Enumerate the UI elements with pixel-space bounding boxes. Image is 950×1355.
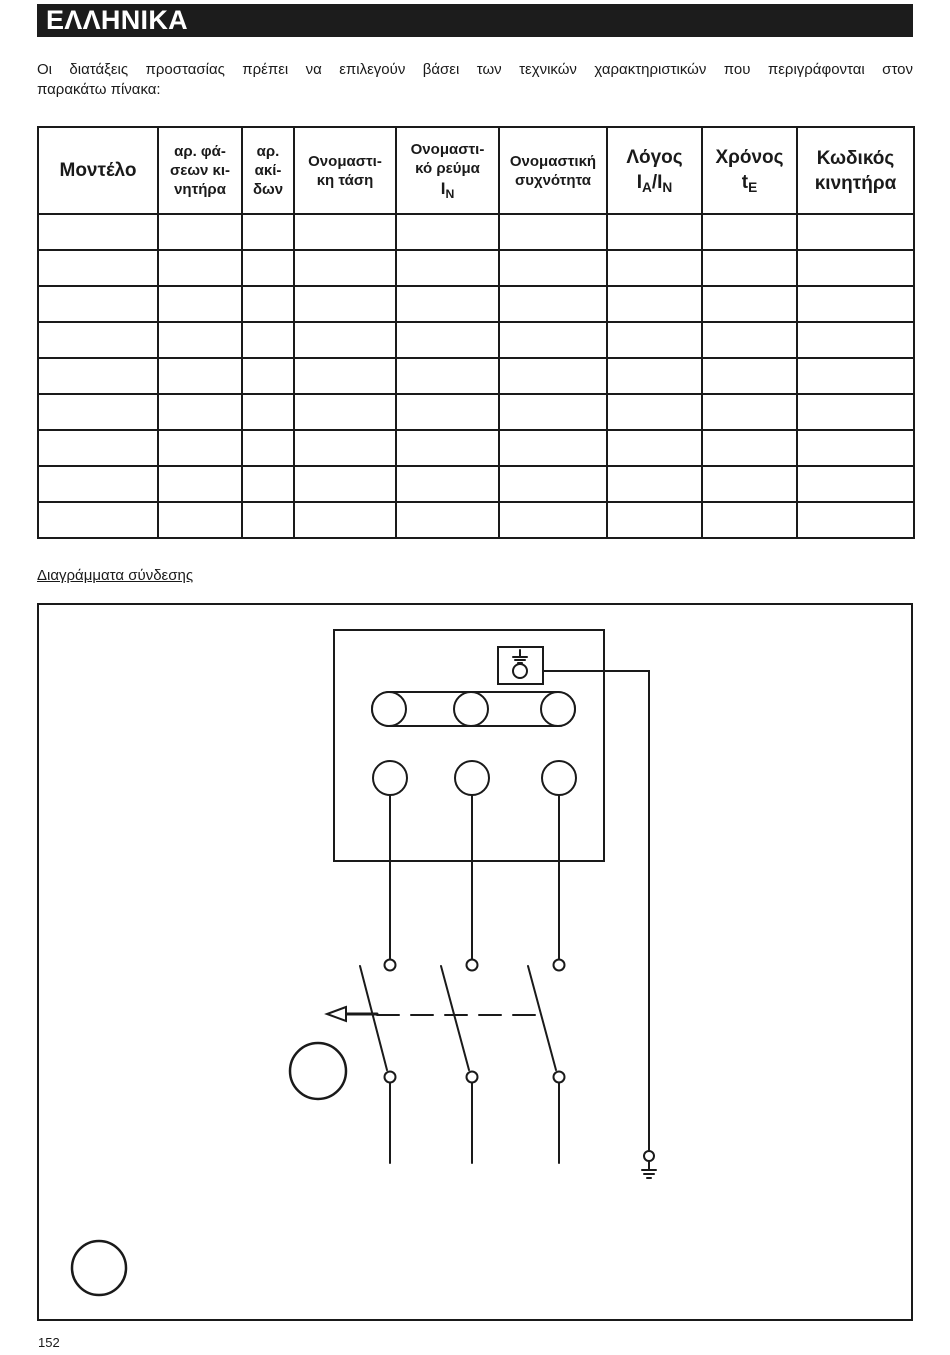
table-cell[interactable]: [38, 502, 158, 538]
symbol-base: I: [440, 179, 446, 198]
language-title: ΕΛΛΗΝΙΚΑ: [46, 5, 188, 35]
col-header-model: [38, 127, 158, 214]
table-cell[interactable]: [158, 250, 242, 286]
table-row: [38, 358, 914, 394]
table-cell[interactable]: [242, 250, 294, 286]
table-cell[interactable]: [294, 466, 396, 502]
table-cell[interactable]: [158, 394, 242, 430]
col-header-pins: [242, 127, 294, 214]
table-cell[interactable]: [396, 250, 499, 286]
table-cell[interactable]: [797, 394, 914, 430]
switch-lower-contact: [554, 1072, 565, 1083]
symbol-base: I: [657, 172, 663, 193]
table-cell[interactable]: [158, 358, 242, 394]
table-cell[interactable]: [242, 286, 294, 322]
protection-spec-table: [37, 126, 915, 539]
table-cell[interactable]: [242, 394, 294, 430]
table-cell[interactable]: [158, 466, 242, 502]
lower-terminal: [455, 761, 489, 795]
connection-diagram-box: [37, 603, 913, 1321]
symbol-base: I: [636, 172, 642, 193]
table-cell[interactable]: [499, 394, 607, 430]
table-cell[interactable]: [242, 358, 294, 394]
table-cell[interactable]: [38, 466, 158, 502]
page-number: 152: [38, 1335, 60, 1350]
table-cell[interactable]: [797, 286, 914, 322]
intro-line-2: παρακάτω πίνακα:: [37, 81, 161, 98]
switch-upper-contact: [385, 960, 396, 971]
symbol-subscript: N: [445, 187, 455, 201]
table-cell[interactable]: [797, 502, 914, 538]
header-line: αρ.: [256, 143, 280, 160]
table-cell[interactable]: [607, 430, 702, 466]
upper-terminal: [454, 692, 488, 726]
table-cell[interactable]: [797, 466, 914, 502]
table-cell[interactable]: [242, 502, 294, 538]
table-cell[interactable]: [294, 430, 396, 466]
table-cell[interactable]: [242, 430, 294, 466]
table-cell[interactable]: [158, 322, 242, 358]
table-row: [38, 430, 914, 466]
header-line: κό ρεύμα: [415, 160, 480, 177]
table-cell[interactable]: [38, 286, 158, 322]
table-cell[interactable]: [396, 214, 499, 250]
table-cell[interactable]: [607, 286, 702, 322]
header-line: Ονομαστική: [509, 152, 597, 170]
col-header-rated-voltage: [294, 127, 396, 214]
earth-terminal: [513, 664, 527, 678]
table-row: [38, 322, 914, 358]
lower-terminal: [373, 761, 407, 795]
table-cell[interactable]: [158, 502, 242, 538]
table-cell[interactable]: [607, 394, 702, 430]
table-cell[interactable]: [499, 466, 607, 502]
table-cell[interactable]: [396, 502, 499, 538]
table-cell[interactable]: [38, 430, 158, 466]
header-line: σεων κι-: [169, 162, 231, 179]
header-line: κη τάση: [316, 171, 374, 189]
table-cell[interactable]: [499, 502, 607, 538]
table-cell[interactable]: [607, 502, 702, 538]
switch-lower-contact: [385, 1072, 396, 1083]
table-cell[interactable]: [607, 250, 702, 286]
lower-terminal: [542, 761, 576, 795]
symbol-subscript: E: [748, 180, 758, 195]
upper-terminal: [372, 692, 406, 726]
symbol-separator: /: [651, 172, 658, 193]
intro-paragraph: [37, 60, 913, 100]
table-cell[interactable]: [607, 322, 702, 358]
table-cell[interactable]: [702, 394, 797, 430]
table-cell[interactable]: [499, 322, 607, 358]
table-cell[interactable]: [797, 214, 914, 250]
switch-blade: [360, 966, 387, 1070]
table-cell[interactable]: [797, 250, 914, 286]
header-line: Μοντέλο: [59, 160, 137, 181]
table-cell[interactable]: [607, 466, 702, 502]
table-cell[interactable]: [396, 358, 499, 394]
table-cell[interactable]: [38, 358, 158, 394]
intro-line-1: Οι διατάξεις προστασίας πρέπει να επιλεγούν βάσει των τεχνικών χαρακτηριστικών που περιγράφονται στον: [37, 61, 913, 78]
table-cell[interactable]: [396, 430, 499, 466]
header-line: δων: [252, 181, 284, 198]
table-cell[interactable]: [702, 358, 797, 394]
col-header-motor-phases: [158, 127, 242, 214]
header-line: νητήρα: [174, 181, 226, 198]
table-cell[interactable]: [38, 322, 158, 358]
table-cell[interactable]: [702, 466, 797, 502]
table-cell[interactable]: [607, 214, 702, 250]
table-cell[interactable]: [702, 430, 797, 466]
time-symbol: [703, 170, 796, 196]
col-header-rated-current: [396, 127, 499, 214]
callout-circle: [72, 1241, 126, 1295]
switch-upper-contact: [554, 960, 565, 971]
language-header-bar: [37, 4, 913, 37]
table-cell[interactable]: [158, 286, 242, 322]
earth-symbol-icon: [513, 650, 527, 663]
table-cell[interactable]: [499, 286, 607, 322]
symbol-base: t: [741, 172, 749, 193]
table-row: [38, 394, 914, 430]
table-row: [38, 214, 914, 250]
col-header-rated-frequency: [499, 127, 607, 214]
table-row: [38, 250, 914, 286]
header-line: Ονομαστι-: [308, 152, 382, 170]
switch-blade: [528, 966, 556, 1070]
table-cell[interactable]: [702, 214, 797, 250]
symbol-subscript: N: [662, 180, 673, 195]
table-cell[interactable]: [607, 358, 702, 394]
ground-symbol-icon: [642, 1161, 656, 1178]
col-header-ratio: [607, 127, 702, 214]
symbol-subscript: A: [641, 180, 652, 195]
table-cell[interactable]: [396, 466, 499, 502]
upper-terminal: [541, 692, 575, 726]
table-cell[interactable]: [158, 430, 242, 466]
table-cell[interactable]: [294, 394, 396, 430]
col-header-motor-code: [797, 127, 914, 214]
header-line: αρ. φά-: [174, 143, 226, 160]
col-header-time: [702, 127, 797, 214]
table-cell[interactable]: [294, 250, 396, 286]
table-row: [38, 286, 914, 322]
table-cell[interactable]: [38, 250, 158, 286]
table-cell[interactable]: [38, 394, 158, 430]
header-line: Ονομαστι-: [410, 141, 485, 158]
table-cell[interactable]: [38, 214, 158, 250]
arrow-left-icon: [327, 1007, 346, 1021]
earth-connection-point: [644, 1151, 654, 1161]
table-cell[interactable]: [294, 502, 396, 538]
switch-upper-contact: [467, 960, 478, 971]
header-line: Χρόνος: [715, 147, 784, 168]
table-cell[interactable]: [702, 250, 797, 286]
current-symbol: [397, 178, 498, 201]
table-cell[interactable]: [702, 286, 797, 322]
terminal-box: [334, 630, 604, 861]
table-cell[interactable]: [242, 214, 294, 250]
table-cell[interactable]: [242, 322, 294, 358]
header-line: ακί-: [254, 162, 282, 179]
table-cell[interactable]: [294, 286, 396, 322]
table-cell[interactable]: [797, 322, 914, 358]
table-cell[interactable]: [294, 214, 396, 250]
table-cell[interactable]: [499, 358, 607, 394]
table-cell[interactable]: [294, 322, 396, 358]
table-cell[interactable]: [797, 358, 914, 394]
header-line: Λόγος: [626, 147, 683, 168]
callout-circle: [290, 1043, 346, 1099]
table-row: [38, 502, 914, 538]
table-cell[interactable]: [396, 394, 499, 430]
switch-blade: [441, 966, 469, 1070]
table-cell[interactable]: [702, 322, 797, 358]
header-line: συχνότητα: [514, 171, 592, 189]
table-cell[interactable]: [702, 502, 797, 538]
table-cell[interactable]: [499, 250, 607, 286]
table-cell[interactable]: [396, 322, 499, 358]
table-row: [38, 466, 914, 502]
table-cell[interactable]: [499, 214, 607, 250]
table-cell[interactable]: [294, 358, 396, 394]
ratio-symbol: [608, 170, 701, 196]
header-line: κινητήρα: [814, 172, 897, 194]
connection-diagram: [39, 605, 911, 1319]
table-cell[interactable]: [396, 286, 499, 322]
table-cell[interactable]: [242, 466, 294, 502]
table-cell[interactable]: [499, 430, 607, 466]
diagrams-subtitle: Διαγράμματα σύνδεσης: [37, 567, 194, 584]
table-header-row: [38, 127, 914, 214]
switch-lower-contact: [467, 1072, 478, 1083]
header-line: Κωδικός: [816, 147, 895, 169]
table-cell[interactable]: [158, 214, 242, 250]
table-cell[interactable]: [797, 430, 914, 466]
